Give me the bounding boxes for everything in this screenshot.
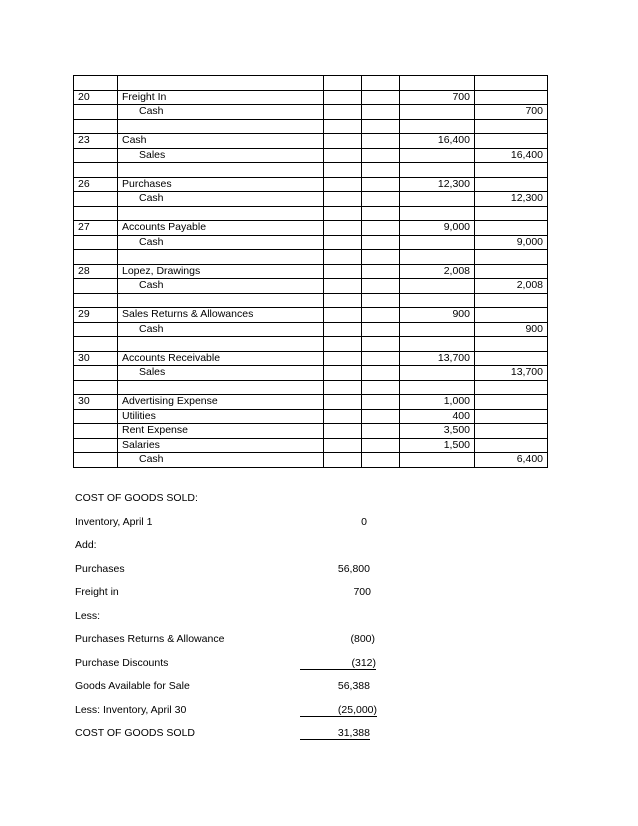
journal-row [74, 322, 548, 337]
ref-cell [324, 380, 362, 395]
ref-cell [362, 221, 400, 236]
ref-cell [324, 308, 362, 323]
date-cell: 23 [74, 134, 118, 149]
cogs-value: 56,388 [337, 680, 370, 692]
debit-cell [400, 206, 475, 221]
date-cell [74, 105, 118, 120]
total-underline [300, 716, 377, 717]
account-cell [118, 293, 324, 308]
ref-cell [362, 438, 400, 453]
ref-cell [324, 293, 362, 308]
total-underline [300, 739, 370, 740]
credit-cell [475, 264, 548, 279]
debit-cell [400, 235, 475, 250]
date-cell [74, 206, 118, 221]
journal-spacer-row [74, 76, 548, 91]
date-cell: 30 [74, 395, 118, 410]
debit-cell: 13,700 [400, 351, 475, 366]
credit-cell [475, 380, 548, 395]
date-cell: 20 [74, 90, 118, 105]
cogs-label: Inventory, April 1 [75, 516, 153, 528]
credit-cell [475, 119, 548, 134]
ref-cell [324, 90, 362, 105]
account-cell [118, 250, 324, 265]
date-cell [74, 409, 118, 424]
journal-table [73, 75, 548, 468]
debit-cell: 1,500 [400, 438, 475, 453]
account-cell [118, 337, 324, 352]
journal-spacer-row [74, 206, 548, 221]
ref-cell [362, 206, 400, 221]
ref-cell [362, 192, 400, 207]
account-cell: Cash [118, 453, 324, 468]
ref-cell [362, 90, 400, 105]
journal-row [74, 235, 548, 250]
ref-cell [324, 409, 362, 424]
ref-cell [362, 453, 400, 468]
cogs-value: (25,000) [337, 704, 377, 716]
debit-cell: 400 [400, 409, 475, 424]
cogs-label: Goods Available for Sale [75, 680, 190, 692]
ref-cell [362, 119, 400, 134]
debit-cell [400, 163, 475, 178]
ref-cell [324, 264, 362, 279]
account-cell: Rent Expense [118, 424, 324, 439]
ref-cell [324, 177, 362, 192]
ref-cell [324, 453, 362, 468]
cogs-label: Less: Inventory, April 30 [75, 704, 187, 716]
credit-cell [475, 134, 548, 149]
date-cell [74, 76, 118, 91]
ref-cell [362, 293, 400, 308]
journal-row [74, 264, 548, 279]
journal-row [74, 177, 548, 192]
date-cell [74, 453, 118, 468]
account-cell [118, 163, 324, 178]
credit-cell [475, 409, 548, 424]
credit-cell [475, 293, 548, 308]
account-cell: Cash [118, 322, 324, 337]
ref-cell [324, 76, 362, 91]
date-cell [74, 279, 118, 294]
credit-cell [475, 90, 548, 105]
journal-row [74, 424, 548, 439]
debit-cell: 2,008 [400, 264, 475, 279]
journal-row [74, 366, 548, 381]
cogs-value: (800) [350, 633, 375, 645]
ref-cell [324, 235, 362, 250]
date-cell [74, 380, 118, 395]
account-cell: Cash [118, 105, 324, 120]
journal-row [74, 221, 548, 236]
account-cell: Salaries [118, 438, 324, 453]
ref-cell [324, 250, 362, 265]
ref-cell [324, 424, 362, 439]
credit-cell: 16,400 [475, 148, 548, 163]
account-cell: Cash [118, 134, 324, 149]
debit-cell: 900 [400, 308, 475, 323]
debit-cell [400, 105, 475, 120]
credit-cell [475, 163, 548, 178]
cogs-label: Freight in [75, 586, 119, 598]
date-cell [74, 366, 118, 381]
ref-cell [362, 380, 400, 395]
credit-cell: 2,008 [475, 279, 548, 294]
debit-cell [400, 453, 475, 468]
cogs-label: Purchases Returns & Allowance [75, 633, 225, 645]
ref-cell [362, 279, 400, 294]
debit-cell: 1,000 [400, 395, 475, 410]
credit-cell: 900 [475, 322, 548, 337]
cogs-value: 31,388 [337, 727, 370, 739]
ref-cell [324, 337, 362, 352]
debit-cell [400, 366, 475, 381]
account-cell: Purchases [118, 177, 324, 192]
journal-spacer-row [74, 119, 548, 134]
credit-cell [475, 308, 548, 323]
date-cell [74, 424, 118, 439]
ref-cell [324, 351, 362, 366]
credit-cell [475, 76, 548, 91]
credit-cell [475, 221, 548, 236]
account-cell: Advertising Expense [118, 395, 324, 410]
account-cell [118, 380, 324, 395]
date-cell: 28 [74, 264, 118, 279]
ref-cell [324, 366, 362, 381]
ref-cell [362, 322, 400, 337]
cogs-label: Purchases [75, 563, 125, 575]
date-cell [74, 163, 118, 178]
credit-cell [475, 351, 548, 366]
date-cell [74, 438, 118, 453]
journal-spacer-row [74, 293, 548, 308]
account-cell: Lopez, Drawings [118, 264, 324, 279]
cogs-label: Purchase Discounts [75, 657, 169, 669]
cogs-value: 0 [361, 516, 367, 528]
debit-cell [400, 293, 475, 308]
ref-cell [362, 308, 400, 323]
ref-cell [324, 221, 362, 236]
account-cell: Cash [118, 279, 324, 294]
ref-cell [362, 177, 400, 192]
ref-cell [324, 119, 362, 134]
debit-cell [400, 322, 475, 337]
date-cell [74, 293, 118, 308]
ref-cell [362, 395, 400, 410]
ref-cell [362, 163, 400, 178]
debit-cell: 700 [400, 90, 475, 105]
account-cell [118, 76, 324, 91]
debit-cell: 9,000 [400, 221, 475, 236]
cogs-value: (312) [351, 657, 376, 669]
cogs-value: 700 [353, 586, 371, 598]
account-cell: Accounts Receivable [118, 351, 324, 366]
journal-row [74, 134, 548, 149]
journal-spacer-row [74, 337, 548, 352]
journal-row [74, 105, 548, 120]
journal-row [74, 308, 548, 323]
debit-cell: 3,500 [400, 424, 475, 439]
ref-cell [324, 105, 362, 120]
journal-row [74, 148, 548, 163]
debit-cell [400, 76, 475, 91]
account-cell: Accounts Payable [118, 221, 324, 236]
account-cell: Freight In [118, 90, 324, 105]
date-cell [74, 235, 118, 250]
credit-cell [475, 395, 548, 410]
cogs-heading: COST OF GOODS SOLD: [75, 492, 198, 504]
ref-cell [324, 192, 362, 207]
ref-cell [362, 264, 400, 279]
account-cell: Cash [118, 235, 324, 250]
debit-cell: 16,400 [400, 134, 475, 149]
ref-cell [362, 76, 400, 91]
date-cell [74, 250, 118, 265]
ref-cell [324, 206, 362, 221]
date-cell [74, 119, 118, 134]
credit-cell: 700 [475, 105, 548, 120]
cogs-label: Less: [75, 610, 101, 622]
date-cell: 30 [74, 351, 118, 366]
journal-row [74, 395, 548, 410]
debit-cell [400, 337, 475, 352]
journal-spacer-row [74, 380, 548, 395]
account-cell: Utilities [118, 409, 324, 424]
journal-row [74, 438, 548, 453]
credit-cell [475, 337, 548, 352]
ref-cell [362, 250, 400, 265]
date-cell [74, 322, 118, 337]
account-cell [118, 206, 324, 221]
debit-cell [400, 279, 475, 294]
date-cell: 27 [74, 221, 118, 236]
ref-cell [324, 163, 362, 178]
debit-cell [400, 250, 475, 265]
credit-cell: 12,300 [475, 192, 548, 207]
journal-row [74, 192, 548, 207]
ref-cell [324, 148, 362, 163]
ref-cell [324, 279, 362, 294]
credit-cell [475, 206, 548, 221]
ref-cell [362, 105, 400, 120]
debit-cell: 12,300 [400, 177, 475, 192]
account-cell: Sales [118, 366, 324, 381]
journal-row [74, 351, 548, 366]
credit-cell: 9,000 [475, 235, 548, 250]
date-cell [74, 192, 118, 207]
ref-cell [362, 134, 400, 149]
ref-cell [362, 424, 400, 439]
credit-cell: 13,700 [475, 366, 548, 381]
cogs-value: 56,800 [337, 563, 370, 575]
journal-row [74, 279, 548, 294]
credit-cell: 6,400 [475, 453, 548, 468]
credit-cell [475, 424, 548, 439]
ref-cell [324, 438, 362, 453]
date-cell: 26 [74, 177, 118, 192]
debit-cell [400, 148, 475, 163]
journal-row [74, 453, 548, 468]
ref-cell [324, 322, 362, 337]
credit-cell [475, 438, 548, 453]
ref-cell [362, 366, 400, 381]
debit-cell [400, 192, 475, 207]
ref-cell [324, 395, 362, 410]
ref-cell [362, 409, 400, 424]
credit-cell [475, 177, 548, 192]
total-underline [300, 669, 376, 670]
date-cell [74, 148, 118, 163]
credit-cell [475, 250, 548, 265]
cogs-label: COST OF GOODS SOLD [75, 727, 195, 739]
account-cell: Sales [118, 148, 324, 163]
ref-cell [362, 337, 400, 352]
account-cell: Sales Returns & Allowances [118, 308, 324, 323]
account-cell: Cash [118, 192, 324, 207]
date-cell [74, 337, 118, 352]
cogs-label: Add: [75, 539, 97, 551]
journal-row [74, 90, 548, 105]
debit-cell [400, 119, 475, 134]
account-cell [118, 119, 324, 134]
ref-cell [362, 235, 400, 250]
date-cell: 29 [74, 308, 118, 323]
ref-cell [362, 148, 400, 163]
ref-cell [362, 351, 400, 366]
journal-row [74, 409, 548, 424]
debit-cell [400, 380, 475, 395]
journal-spacer-row [74, 163, 548, 178]
ref-cell [324, 134, 362, 149]
journal-spacer-row [74, 250, 548, 265]
